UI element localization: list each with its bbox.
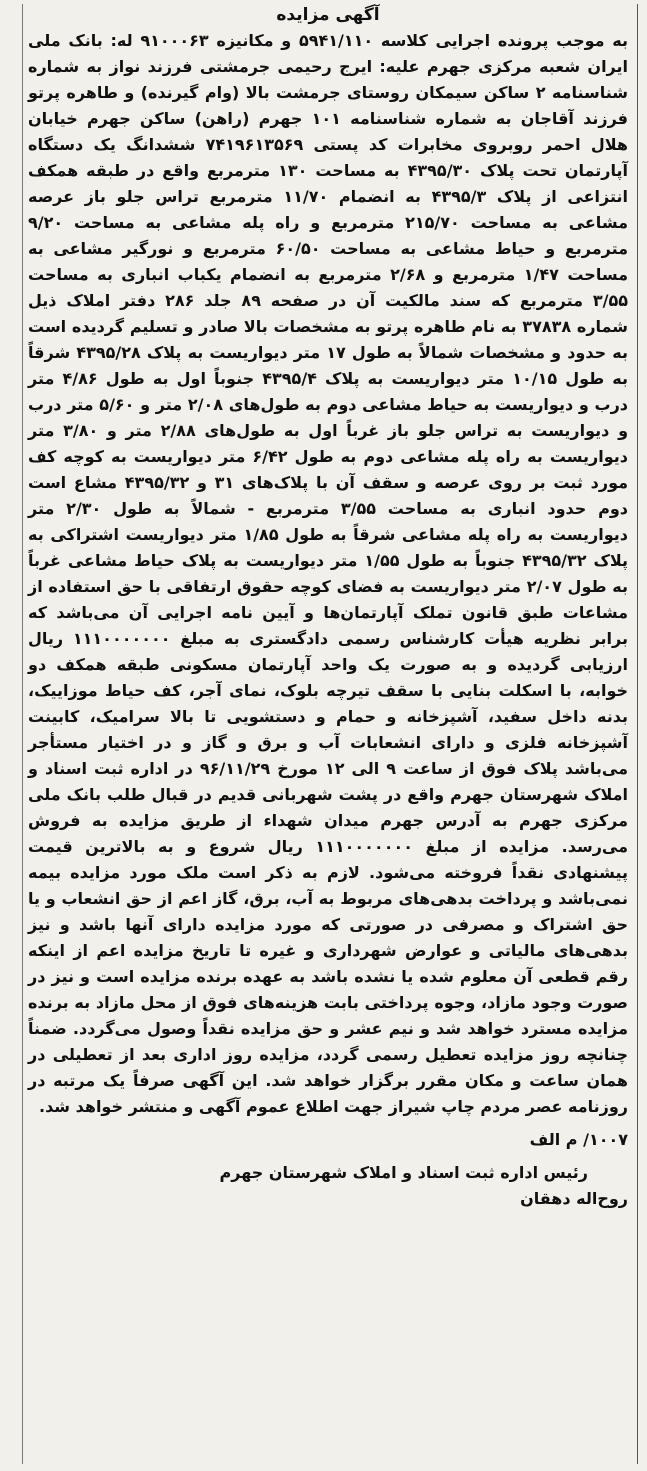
signature-block (28, 1160, 628, 1212)
auction-notice (28, 4, 628, 1212)
notice-reference: ۱۰۰۷/ م الف (529, 1130, 628, 1149)
notice-title: آگهی مزایده (276, 5, 380, 25)
signatory-position: رئیس اداره ثبت اسناد و املاک شهرستان جهرم (219, 1163, 588, 1182)
notice-body: به موجب پرونده اجرایی کلاسه ۵۹۴۱/۱۱۰ و مکانیزه ۹۱۰۰۰۶۳ له: بانک ملی ایران شعبه مرکزی جهرم علیه: ایرج رحیمی جرمشتی فرزند نواز به شماره شناسنامه ۲ ساکن سیمکان روستای جرمشت بالا (وام گیرنده) و طاهره پرتو فرزند آقاجان به شماره شناسنامه ۱۰۱ جهرم (راهن) ساکن جهرم خیابان هلال احمر روبروی مخابرات کد پستی ۷۴۱۹۶۱۳۵۶۹ ششدانگ یک دستگاه آپارتمان تحت پلاک ۴۳۹۵/۳۰ به مساحت ۱۳۰ مترمربع واقع در طبقه همکف انتزاعی از پلاک ۴۳۹۵/۳ به انضمام ۱۱/۷۰ مترمربع تراس جلو باز عرصه مشاعی به مساحت ۲۱۵/۷۰ مترمربع و راه پله مشاعی به مساحت ۹/۲۰ مترمربع و حیاط مشاعی به مساحت ۶۰/۵۰ مترمربع و نورگیر مشاعی به مساحت ۱/۴۷ مترمربع و ۲/۶۸ مترمربع به انضمام یکباب انباری به مساحت ۳/۵۵ مترمربع که سند مالکیت آن در صفحه ۸۹ جلد ۲۸۶ دفتر املاک ذیل شماره ۳۷۸۳۸ به نام طاهره پرتو به مشخصات بالا صادر و تسلیم گردیده است به حدود و مشخصات شمالاً به طول ۱۷ متر دیواریست به پلاک ۴۳۹۵/۲۸ شرقاً به طول ۱۰/۱۵ متر دیواریست به پلاک ۴۳۹۵/۴ جنوباً اول به طول ۴/۸۶ متر درب و دیواریست به حیاط مشاعی دوم به طول‌های ۲/۰۸ متر و ۵/۶۰ متر درب و دیواریست به تراس جلو باز غرباً اول به طول‌های ۲/۸۸ متر و ۳/۸۰ متر دیواریست به راه پله مشاعی دوم به طول ۶/۴۲ متر دیواریست به کوچه کف مورد ثبت بر روی عرصه و سقف آن با پلاک‌های ۳۱ و ۴۳۹۵/۳۲ مشاع است دوم حدود انباری به مساحت ۳/۵۵ مترمربع - شمالاً به طول ۲/۳۰ متر دیواریست به راه پله مشاعی شرقاً به طول ۱/۸۵ متر دیواریست اشتراکی به پلاک ۴۳۹۵/۳۲ جنوباً به طول ۱/۵۵ متر دیواریست به پلاک حیاط مشاعی غرباً به طول ۲/۰۷ متر دیواریست به فضای کوچه حقوق ارتفاقی با حق استفاده از مشاعات طبق قانون تملک آپارتمان‌ها و آیین نامه اجرایی آن می‌باشد که برابر نظریه هیأت کارشناس رسمی دادگستری به مبلغ ۱۱۱۰۰۰۰۰۰۰ ریال ارزیابی گردیده و به صورت یک واحد آپارتمان مسکونی طبقه همکف دو خوابه، با اسکلت بنایی با سقف تیرچه بلوک، نمای آجر، کف حیاط موزاییک، بدنه داخل سفید، آشپزخانه و حمام و دستشویی تا بالا سرامیک، کابینت آشپزخانه فلزی و دارای انشعابات آب و برق و گاز و در اختیار مستأجر می‌باشد پلاک فوق از ساعت ۹ الی ۱۲ مورخ ۹۶/۱۱/۲۹ در اداره ثبت اسناد و املاک شهرستان جهرم واقع در پشت شهربانی قدیم در قبال طلب بانک ملی مرکزی جهرم به آدرس جهرم میدان شهداء از طریق مزایده به فروش می‌رسد. مزایده از مبلغ ۱۱۱۰۰۰۰۰۰۰ ریال شروع و به بالاترین قیمت پیشنهادی نقداً فروخته می‌شود. لازم به ذکر است ملک مورد مزایده بیمه نمی‌باشد و پرداخت بدهی‌های مربوط به آب، برق، گاز اعم از حق انشعاب و یا حق اشتراک و مصرفی در صورتی که مورد مزایده دارای آنها باشد و نیز بدهی‌های مالیاتی و عوارض شهرداری و غیره تا تاریخ مزایده اعم از اینکه رقم قطعی آن معلوم شده یا نشده باشد به عهده برنده مزایده است و نیز در صورت وجود مازاد، وجوه پرداختی بابت هزینه‌های فوق از محل مازاد به برنده مزایده مسترد خواهد شد و نیم عشر و حق مزایده نقداً وصول می‌گردد. ضمناً چنانچه روز مزایده تعطیل رسمی گردد، مزایده روز اداری بعد از تعطیلی در همان ساعت و مکان مقرر برگزار خواهد شد. این آگهی صرفاً یک مرتبه در روزنامه عصر مردم چاپ شیراز جهت اطلاع عموم آگهی و منتشر خواهد شد. (28, 31, 629, 1116)
signatory-name: روح‌اله دهقان (520, 1189, 628, 1208)
